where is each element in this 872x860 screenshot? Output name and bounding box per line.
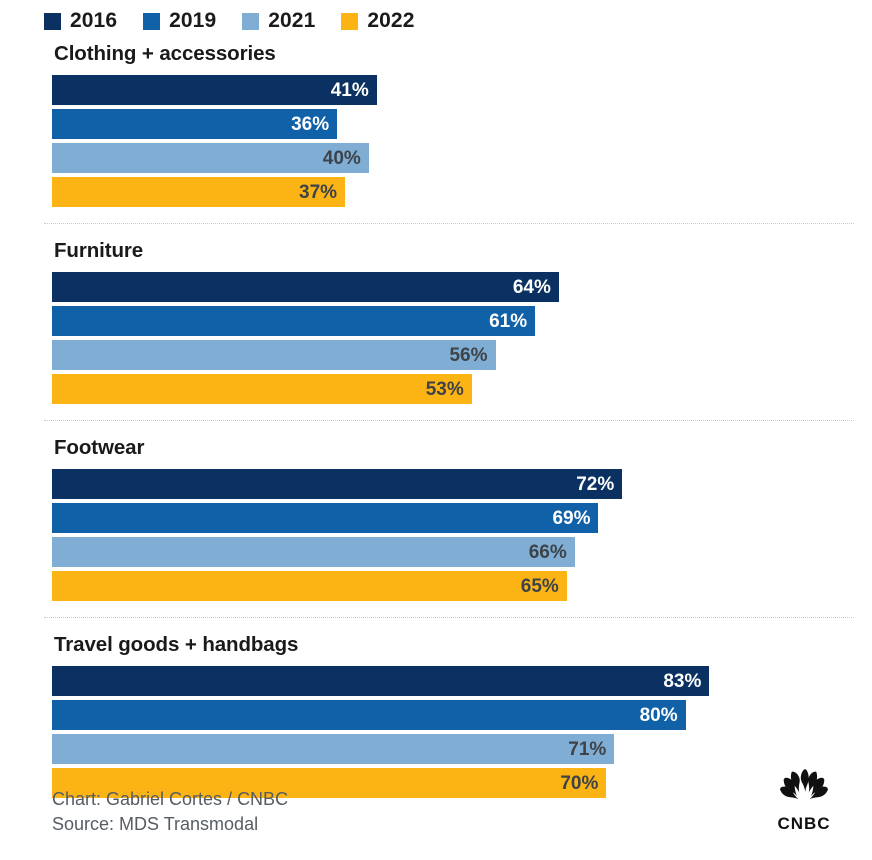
chart-legend [0,0,872,36]
legend-label: 2016 [70,9,118,32]
bar-group [0,42,872,207]
bar[interactable] [52,374,472,404]
bar[interactable] [52,666,709,696]
bar[interactable] [52,75,377,105]
bar[interactable] [52,177,345,207]
bar-value-label: 36% [291,113,330,135]
bar-value-label: 70% [560,772,599,794]
chart-groups [0,36,872,798]
bar-value-label: 83% [663,670,702,692]
bar-list [52,75,854,207]
bar-value-label: 65% [520,575,559,597]
legend-swatch-icon [341,13,358,30]
bar-list [52,272,854,404]
bar-row [52,109,854,139]
group-divider [44,420,854,422]
legend-swatch-icon [242,13,259,30]
bar-row [52,75,854,105]
legend-item[interactable] [143,9,216,33]
bar[interactable] [52,734,614,764]
bar[interactable] [52,469,622,499]
bar-row [52,340,854,370]
bar-value-label: 56% [449,344,488,366]
legend-label: 2021 [268,9,316,32]
bar-row [52,469,854,499]
legend-swatch-icon [143,13,160,30]
bar-row [52,666,854,696]
bar-row [52,143,854,173]
cnbc-logo [776,768,832,834]
bar[interactable] [52,340,496,370]
group-title: Travel goods + handbags [54,633,299,656]
bar-row [52,503,854,533]
bar-value-label: 41% [330,79,369,101]
bar-row [52,374,854,404]
chart-footer [52,768,854,836]
peacock-icon [776,768,832,812]
group-divider [44,617,854,619]
group-title: Footwear [54,436,145,459]
bar-row [52,177,854,207]
bar[interactable] [52,109,337,139]
bar-value-label: 72% [576,473,615,495]
group-divider [44,223,854,225]
group-title: Furniture [54,239,144,262]
bar-row [52,306,854,336]
chart-credit: Chart: Gabriel Cortes / CNBC [52,789,289,810]
bar-value-label: 66% [528,541,567,563]
legend-label: 2019 [169,9,217,32]
bar-value-label: 37% [299,181,338,203]
legend-item[interactable] [341,9,414,33]
legend-item[interactable] [242,9,315,33]
bar-row [52,734,854,764]
bar[interactable] [52,700,686,730]
bar-value-label: 61% [489,310,528,332]
legend-item[interactable] [44,9,117,33]
group-title: Clothing + accessories [54,42,276,65]
credits [52,787,288,836]
bar-row [52,272,854,302]
bar-value-label: 40% [322,147,361,169]
bar[interactable] [52,571,567,601]
bar-list [52,469,854,601]
bar-value-label: 53% [425,378,464,400]
bar-row [52,571,854,601]
bar[interactable] [52,143,369,173]
bar-value-label: 69% [552,507,591,529]
source-credit: Source: MDS Transmodal [52,813,259,834]
bar[interactable] [52,537,575,567]
legend-swatch-icon [44,13,61,30]
bar-row [52,537,854,567]
bar-group [0,436,872,601]
bar-row [52,700,854,730]
logo-text: CNBC [777,814,831,833]
bar[interactable] [52,306,535,336]
bar-value-label: 71% [568,738,607,760]
bar-value-label: 64% [512,276,551,298]
bar-value-label: 80% [639,704,678,726]
bar[interactable] [52,272,559,302]
legend-label: 2022 [367,9,415,32]
bar[interactable] [52,503,598,533]
bar-group [0,239,872,404]
